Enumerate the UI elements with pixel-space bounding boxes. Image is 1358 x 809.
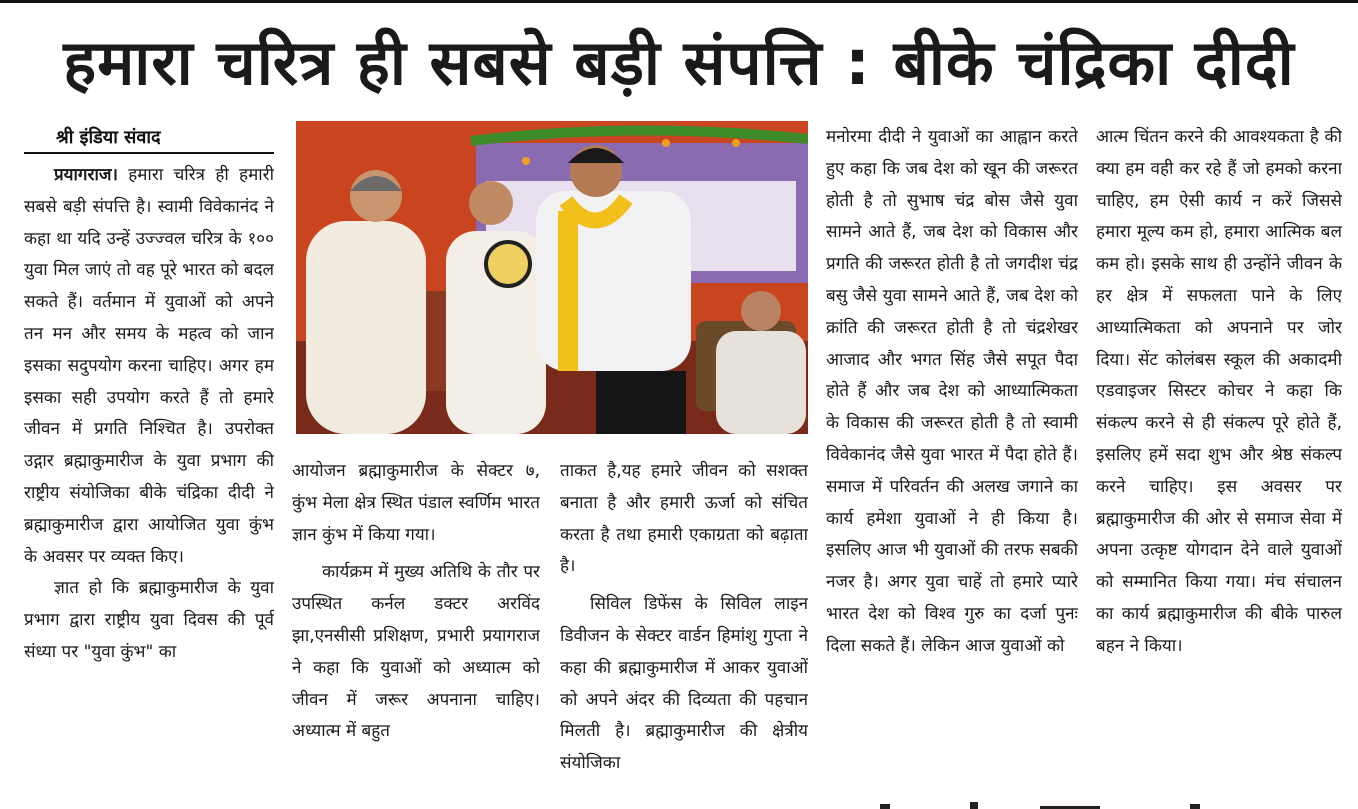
event-photo	[296, 121, 808, 434]
paragraph: ज्ञात हो कि ब्रह्माकुमारीज के युवा प्रभाग द्वारा राष्ट्रीय युवा दिवस की पूर्व संध्या पर "युवा कुंभ" का	[24, 578, 274, 662]
cut-off-next-headline	[860, 797, 1240, 809]
paragraph: ताकत है,यह हमारे जीवन को सशक्त बनाता है और हमारी ऊर्जा को संचित करता है तथा हमारी एकाग्रता को बढ़ाता है।	[560, 461, 808, 577]
article-column-3	[560, 456, 808, 809]
top-rule	[0, 0, 1358, 3]
paragraph: मनोरमा दीदी ने युवाओं का आह्वान करते हुए कहा कि जब देश को खून की जरूरत होती है तो सुभाष चंद्र बोस जैसे युवा सामने आते हैं, जब देश को विकास और प्रगति की जरूरत होती है तो जगदीश चंद्र बसु जैसे युवा सामने आते हैं, जब देश को क्रांति की जरूरत होती है तो चंद्रशेखर आजाद और भगत सिंह जैसे सपूत पैदा होते हैं और जब देश को आध्यात्मिकता के विकास की जरूरत होती है तो स्वामी विवेकानंद जैसे युवा भारत में पैदा होते हैं। समाज में परिवर्तन की अलख जगाने का कार्य हमेशा युवाओं ने ही किया है। इसलिए आज भी युवाओं की तरफ सबकी नजर है। अगर युवा चाहें तो हमारे प्यारे भारत देश को विश्व गुरु का दर्जा पुनः दिला सकते हैं। लेकिन आज युवाओं को	[826, 127, 1078, 656]
paragraph: आयोजन ब्रह्माकुमारीज के सेक्टर ७, कुंभ मेला क्षेत्र स्थित पंडाल स्वर्णिम भारत ज्ञान कुंभ में किया गया।	[292, 461, 540, 545]
dateline: प्रयागराज।	[54, 165, 118, 185]
article-column-1	[24, 160, 274, 809]
byline: श्री इंडिया संवाद	[24, 124, 274, 154]
paragraph: कार्यक्रम में मुख्य अतिथि के तौर पर उपस्थित कर्नल डक्टर अरविंद झा,एनसीसी प्रशिक्षण, प्रभारी प्रयागराज ने कहा कि युवाओं को अध्यात्म को जीवन में जरूर अपनाना चाहिए। अध्यात्म में बहुत	[292, 562, 540, 742]
article-column-5	[1096, 122, 1342, 802]
article-column-4	[826, 122, 1078, 802]
photo-illustration	[296, 121, 808, 434]
paragraph: प्रयागराज। हमारा चरित्र ही हमारी सबसे बड़ी संपत्ति है। स्वामी विवेकानंद ने कहा था यदि उन्हें उज्ज्वल चरित्र के १०० युवा मिल जाएं तो वह पूरे भारत को बदल सकते हैं। वर्तमान में युवाओं को अपने तन मन और समय के महत्व को जान इसका सदुपयोग करना चाहिए। अगर हम इसका सही उपयोग करते हैं तो हमारे जीवन में प्रगति निश्चित है। उपरोक्त उद्गार ब्रह्माकुमारीज के युवा प्रभाग की राष्ट्रीय संयोजिका बीके चंद्रिका दीदी ने ब्रह्माकुमारीज द्वारा आयोजित युवा कुंभ के अवसर पर व्यक्त किए।	[24, 165, 274, 567]
paragraph: आत्म चिंतन करने की आवश्यकता है की क्या हम वही कर रहे हैं जो हमको करना चाहिए, हम ऐसी कार्य न करें जिससे हमारा मूल्य कम हो, हमारा आत्मिक बल कम हो। इसके साथ ही उन्होंने जीवन के हर क्षेत्र में सफलता पाने के लिए आध्यात्मिकता को अपनाने पर जोर दिया। सेंट कोलंबस स्कूल की अकादमी एडवाइजर सिस्टर कोचर ने कहा कि संकल्प करने से ही संकल्प पूरे होते हैं, इसलिए हमें सदा शुभ और श्रेष्ठ संकल्प करने चाहिए। इस अवसर पर ब्रह्माकुमारीज की ओर से समाज सेवा में अपना उत्कृष्ट योगदान देने वाले युवाओं को सम्मानित किया गया। मंच संचालन का कार्य ब्रह्माकुमारीज की बीके पारुल बहन ने किया।	[1096, 127, 1342, 656]
headline: हमारा चरित्र ही सबसे बड़ी संपत्ति : बीके चंद्रिका दीदी	[63, 26, 1295, 99]
paragraph: सिविल डिफेंस के सिविल लाइन डिवीजन के सेक्टर वार्डन हिमांशु गुप्ता ने कहा की ब्रह्माकुमारीज में आकर युवाओं को अपने अंदर की दिव्यता की पहचान मिलती है। ब्रह्माकुमारीज की क्षेत्रीय संयोजिका	[560, 594, 808, 774]
article-column-2	[292, 456, 540, 809]
partial-text-marks	[860, 800, 1240, 809]
